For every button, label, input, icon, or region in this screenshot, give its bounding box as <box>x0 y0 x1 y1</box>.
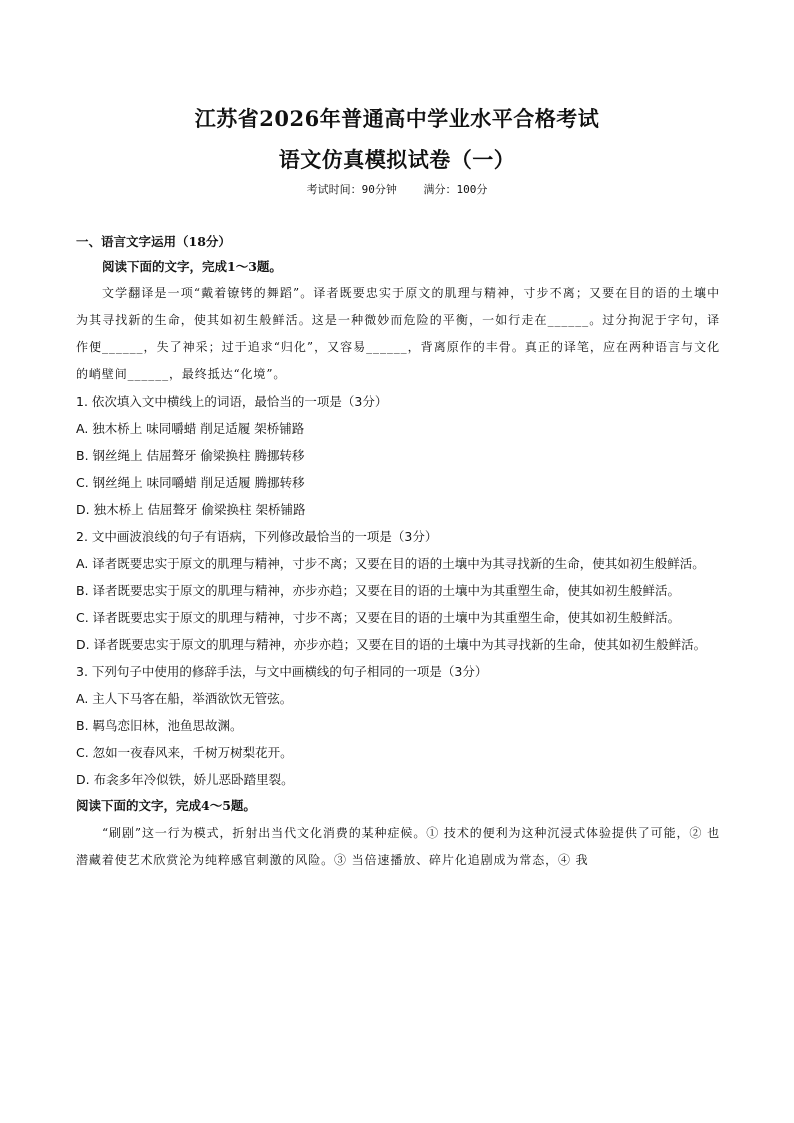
exam-subtitle: 语文仿真模拟试卷（一） <box>278 147 516 172</box>
question-2-option-a: A. 译者既要忠实于原文的肌理与精神，寸步不离；又要在目的语的土壤中为其寻找新的生命，使其如初生般鲜活。 <box>76 556 705 571</box>
question-3-stem: 3. 下列句子中使用的修辞手法，与文中画横线的句子相同的一项是（3分） <box>76 664 488 679</box>
exam-title: 江苏省2026年普通高中学业水平合格考试 <box>194 106 600 131</box>
question-2-option-d: D. 译者既要忠实于原文的肌理与精神，亦步亦趋；又要在目的语的土壤中为其寻找新的生命，使其如初生般鲜活。 <box>76 637 707 652</box>
full-score: 满分：100分 <box>423 183 488 196</box>
exam-content <box>76 229 720 874</box>
reading-passage: 文学翻译是一项“戴着镣铐的舞蹈”。译者既要忠实于原文的肌理与精神，寸步不离；又要在目的语的土壤中为其寻找新的生命，使其如初生般鲜活。这是一种微妙而危险的平衡，一如行走在______。过分拘泥于字句，译作便______，失了神采；过于追求“归化”，又容易______，背离原作的丰骨。真正的译笔，应在两种语言与文化的峭壁间______，最终抵达“化境”。 <box>76 286 720 381</box>
reading-passage-2: “刷剧”这一行为模式，折射出当代文化消费的某种症候。① 技术的便利为这种沉浸式体验提供了可能，② 也潜藏着使艺术欣赏沦为纯粹感官刺激的风险。③ 当倍速播放、碎片化追剧成为常态，④ 我 <box>76 826 720 867</box>
question-1-option-b: B. 钢丝绳上 佶屈聱牙 偷梁换柱 腾挪转移 <box>76 448 305 463</box>
question-3-option-c: C. 忽如一夜春风来，千树万树梨花开。 <box>76 745 293 760</box>
exam-meta <box>0 181 794 197</box>
exam-time: 考试时间：90分钟 <box>306 183 397 196</box>
question-1-option-d: D. 独木桥上 佶屈聱牙 偷梁换柱 架桥铺路 <box>76 502 306 517</box>
question-1-option-c: C. 钢丝绳上 味同嚼蜡 削足适履 腾挪转移 <box>76 475 305 490</box>
reading-instruction: 阅读下面的文字，完成1～3题。 <box>102 259 282 274</box>
question-2-option-b: B. 译者既要忠实于原文的肌理与精神，亦步亦趋；又要在目的语的土壤中为其重塑生命，使其如初生般鲜活。 <box>76 583 681 598</box>
question-3-option-a: A. 主人下马客在船，举酒欲饮无管弦。 <box>76 691 293 706</box>
section-heading: 一、语言文字运用（18分） <box>76 234 231 249</box>
question-3-option-d: D. 布衾多年冷似铁，娇儿恶卧踏里裂。 <box>76 772 294 787</box>
question-2-option-c: C. 译者既要忠实于原文的肌理与精神，寸步不离；又要在目的语的土壤中为其重塑生命，使其如初生般鲜活。 <box>76 610 681 625</box>
question-1-option-a: A. 独木桥上 味同嚼蜡 削足适履 架桥铺路 <box>76 421 305 436</box>
question-3-option-b: B. 羁鸟恋旧林，池鱼思故渊。 <box>76 718 243 733</box>
question-2-stem: 2. 文中画波浪线的句子有语病，下列修改最恰当的一项是（3分） <box>76 529 438 544</box>
question-1-stem: 1. 依次填入文中横线上的词语，最恰当的一项是（3分） <box>76 394 388 409</box>
reading-instruction-2: 阅读下面的文字，完成4～5题。 <box>76 798 256 813</box>
